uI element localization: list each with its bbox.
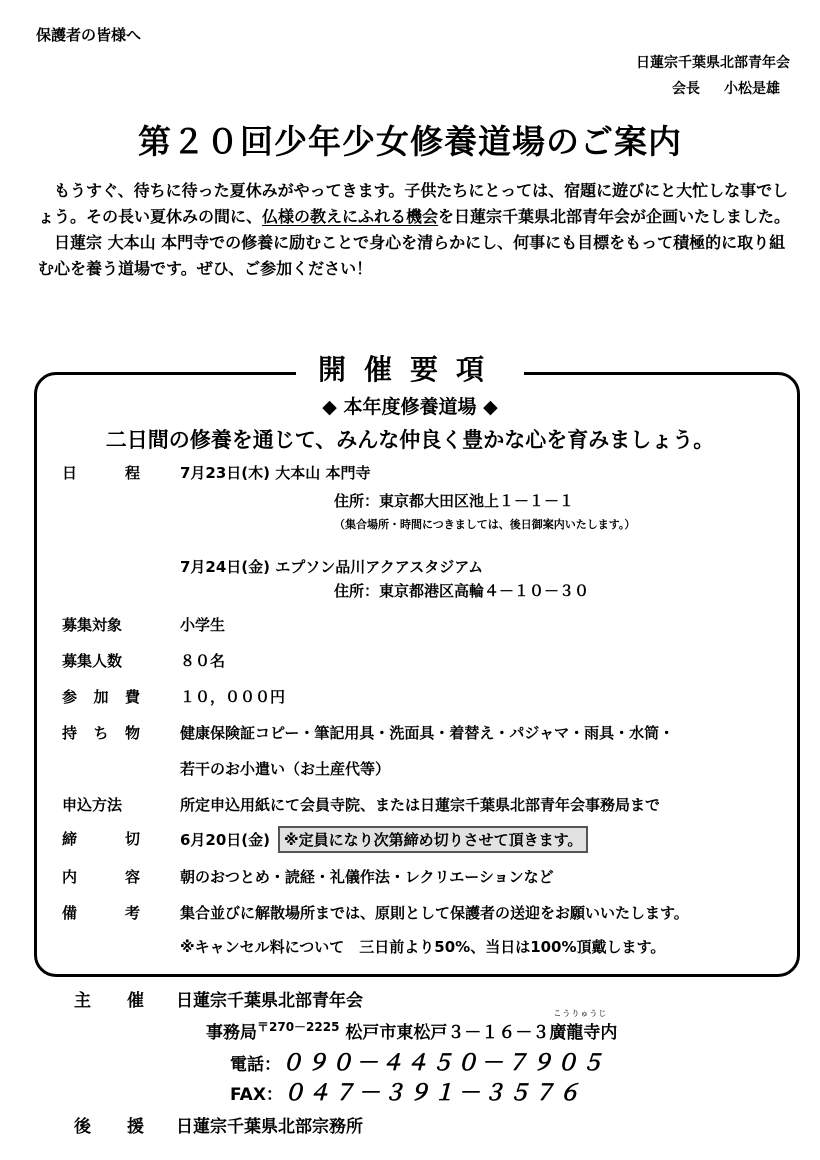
content-label (62, 866, 146, 887)
fax-label: FAX： (230, 1085, 283, 1105)
schedule-day1-note: （集合場所・時間につきましては、後日御案内いたします。） (334, 518, 636, 531)
chair-title: 会長 (672, 81, 700, 97)
target-value: 小学生 (180, 616, 226, 634)
schedule-day1-address: 住所：東京都大田区池上１－１－１ (334, 492, 575, 510)
chair-name: 小松是雄 (724, 81, 780, 97)
application-label: 申込方法 (62, 796, 123, 814)
support-label (74, 1112, 144, 1137)
deadline-value: 6月20日(金) (180, 831, 271, 849)
schedule-label-1: 日 (62, 464, 78, 482)
support-label-1: 後 (74, 1117, 91, 1137)
remarks-label-2: 考 (124, 904, 140, 922)
deadline-row (180, 826, 588, 853)
deadline-note: ※定員になり次第締め切りさせて頂きます。 (278, 826, 588, 853)
host-label-1: 主 (74, 991, 91, 1011)
chairman-line (672, 78, 780, 98)
belongings-value-1: 健康保険証コピー・筆記用具・洗面具・着替え・パジャマ・雨具・水筒・ (180, 724, 675, 742)
fee-label-2: 加 (93, 688, 109, 706)
deadline-label (62, 828, 146, 849)
support-label-2: 援 (127, 1117, 144, 1137)
schedule-label-2: 程 (124, 464, 140, 482)
fax-number[interactable]: ０４７－３９１－３５７６ (282, 1081, 583, 1106)
deadline-label-2: 切 (124, 830, 140, 848)
office-zip: 〒270－2225 (257, 1020, 340, 1034)
temple-text: 廣龍寺内 (549, 1023, 618, 1043)
intro-emphasis: 仏様の教えにふれる機会 (262, 207, 439, 226)
fee-label-3: 費 (124, 688, 140, 706)
content-label-2: 容 (124, 868, 140, 886)
belongings-value-2: 若干のお小遣い（お土産代等） (180, 760, 391, 778)
organization-name: 日蓮宗千葉県北部青年会 (636, 55, 790, 71)
content-value: 朝のおつとめ・読経・礼儀作法・レクリエーションなど (180, 868, 554, 886)
intro-p1-a: もうすぐ、待ちに待った夏休みがやってきます。子供たちにとっては、宿題に遊びにと大忙しな事でしょう。その長い夏休みの間に、 (38, 181, 789, 226)
intro-text (38, 178, 798, 282)
host-label-2: 催 (127, 991, 144, 1011)
capacity-label: 募集人数 (62, 652, 123, 670)
section-title (0, 348, 820, 388)
host-value: 日蓮宗千葉県北部青年会 (176, 991, 363, 1011)
temple-name (549, 1009, 618, 1043)
schedule-day2: 7月24日(金) エプソン品川アクアスタジアム (180, 558, 484, 576)
section-title-text: 開催要項 (296, 353, 524, 386)
greeting: 保護者の皆様へ (36, 26, 142, 44)
remarks-value-2: ※キャンセル料について 三日前より50%、当日は100%頂戴します。 (180, 938, 666, 956)
schedule-label (62, 462, 146, 483)
content-label-1: 内 (62, 868, 78, 886)
belongings-label (62, 722, 146, 743)
office-address: 松戸市東松戸３－１６－３ (345, 1023, 550, 1043)
page-title: 第２０回少年少女修養道場のご案内 (138, 122, 682, 161)
host-label (74, 986, 144, 1011)
fee-value: １０，０００円 (180, 688, 286, 706)
belongings-label-1: 持 (62, 724, 78, 742)
intro-p1-b: を日蓮宗千葉県北部青年会が企画いたしました。 (438, 207, 791, 226)
support-value: 日蓮宗千葉県北部宗務所 (176, 1117, 363, 1137)
remarks-label (62, 902, 146, 923)
fax-line (230, 1076, 583, 1107)
intro-paragraph-2: 日蓮宗 大本山 本門寺での修養に励むことで身心を清らかにし、何事にも目標をもって積極的に取り組む心を養う道場です。ぜひ、ご参加ください！ (38, 233, 786, 278)
schedule-day2-address: 住所：東京都港区高輪４－１０－３０ (334, 582, 590, 600)
application-value: 所定申込用紙にて会員寺院、または日蓮宗千葉県北部青年会事務局まで (180, 796, 661, 814)
phone-label: 電話： (230, 1055, 281, 1075)
belongings-label-3: 物 (124, 724, 140, 742)
section-subtitle: ◆ 本年度修養道場 ◆ (322, 396, 498, 418)
remarks-value-1: 集合並びに解散場所までは、原則として保護者の送迎をお願いいたします。 (180, 904, 689, 922)
belongings-label-2: ち (93, 724, 109, 742)
fee-label (62, 686, 146, 707)
office-label: 事務局 (206, 1023, 257, 1043)
temple-ruby: こうりゅうじ (553, 1009, 608, 1018)
deadline-label-1: 締 (62, 830, 78, 848)
schedule-day1: 7月23日(木) 大本山 本門寺 (180, 464, 371, 482)
fee-label-1: 参 (62, 688, 78, 706)
phone-line (230, 1046, 606, 1077)
motto: 二日間の修養を通じて、みんな仲良く豊かな心を育みましょう。 (105, 428, 715, 452)
phone-number[interactable]: ０９０－４４５０－７９０５ (281, 1051, 607, 1076)
intro-paragraph-1 (38, 178, 798, 230)
capacity-value: ８０名 (180, 652, 226, 670)
target-label: 募集対象 (62, 616, 123, 634)
office-line (206, 1009, 618, 1043)
remarks-label-1: 備 (62, 904, 78, 922)
